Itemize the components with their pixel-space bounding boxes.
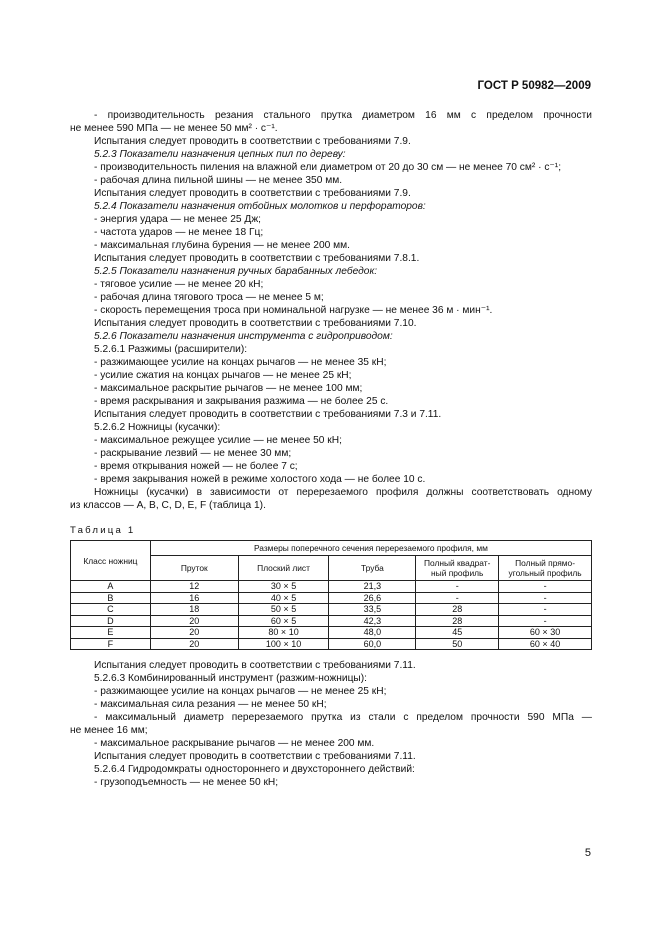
table-cell: - (499, 604, 592, 616)
paragraph-line: - раскрывание лезвий — не менее 30 мм; (94, 448, 292, 459)
paragraph-line: - максимальный диаметр перерезаемого прутка из стали с пределом прочности 590 МПа — (94, 712, 592, 723)
text-blocks (70, 109, 592, 512)
paragraph-line: - максимальная сила резания — не менее 50 кН; (94, 699, 327, 710)
table-cell: 50 (416, 638, 499, 650)
paragraph-line: Ножницы (кусачки) в зависимости от перерезаемого профиля должны соответствовать одному (94, 487, 592, 498)
table-cell: - (416, 592, 499, 604)
paragraph-line: - максимальная глубина бурения — не менее 200 мм. (94, 240, 350, 251)
table-cell: F (71, 638, 151, 650)
table-cell: 100 × 10 (238, 638, 329, 650)
paragraph-line: 5.2.5 Показатели назначения ручных барабанных лебедок: (94, 266, 378, 277)
paragraph-line: не менее 16 мм; (70, 725, 148, 736)
table-cell: D (71, 615, 151, 627)
paragraph-line: - время открывания ножей — не более 7 с; (94, 461, 298, 472)
paragraph-line: 5.2.4 Показатели назначения отбойных молотков и перфораторов: (94, 201, 426, 212)
paragraph-line: - частота ударов — не менее 18 Гц; (94, 227, 264, 238)
paragraph-line: - максимальное раскрытие рычагов — не менее 100 мм; (94, 383, 363, 394)
table-cell: A (71, 581, 151, 593)
table-cell: 21,3 (329, 581, 416, 593)
paragraph-line: - время раскрывания и закрывания разжима — не более 25 с. (94, 396, 389, 407)
text-blocks-after-table (70, 659, 592, 789)
table-column-header: Труба (329, 556, 416, 581)
paragraph-line: - максимальное режущее усилие — не менее 50 кН; (94, 435, 342, 446)
paragraph-line: 5.2.6 Показатели назначения инструмента с гидроприводом: (94, 331, 393, 342)
paragraph-line: - производительность резания стального прутка диаметром 16 мм с пределом прочности (94, 110, 592, 121)
table-row (71, 604, 592, 616)
table-cell: 40 × 5 (238, 592, 329, 604)
table-column-header: Пруток (150, 556, 238, 581)
paragraph-line: - энергия удара — не менее 25 Дж; (94, 214, 261, 225)
table-cell: 60 × 5 (238, 615, 329, 627)
table-cell: 12 (150, 581, 238, 593)
paragraph-line: Испытания следует проводить в соответствии с требованиями 7.11. (94, 660, 416, 671)
table-body (71, 581, 592, 650)
paragraph-line: Испытания следует проводить в соответствии с требованиями 7.9. (94, 136, 411, 147)
table-row (71, 638, 592, 650)
table-cell: 30 × 5 (238, 581, 329, 593)
paragraph-line: 5.2.6.2 Ножницы (кусачки): (94, 422, 221, 433)
table-row (71, 615, 592, 627)
paragraph-line: из классов — A, B, C, D, E, F (таблица 1). (70, 500, 266, 511)
paragraph-line: 5.2.3 Показатели назначения цепных пил по дереву: (94, 149, 346, 160)
table-cell: B (71, 592, 151, 604)
table-cell: - (499, 581, 592, 593)
cutter-class-table (70, 540, 592, 650)
table-cell: 33,5 (329, 604, 416, 616)
table-caption: Таблица 1 (70, 525, 136, 536)
table-cell: C (71, 604, 151, 616)
table-header-class: Класс ножниц (71, 541, 151, 581)
paragraph-line: - рабочая длина тягового троса — не менее 5 м; (94, 292, 324, 303)
paragraph-line: Испытания следует проводить в соответствии с требованиями 7.10. (94, 318, 417, 329)
table-cell: 20 (150, 638, 238, 650)
paragraph-line: - грузоподъемность — не менее 50 кН; (94, 777, 279, 788)
table-cell: 80 × 10 (238, 627, 329, 639)
table-column-header: Плоский лист (238, 556, 329, 581)
paragraph-line: - разжимающее усилие на концах рычагов — не менее 25 кН; (94, 686, 387, 697)
table-cell: 28 (416, 604, 499, 616)
table-row (71, 592, 592, 604)
paragraph-line: - скорость перемещения троса при номинальной нагрузке — не менее 36 м · мин⁻¹. (94, 305, 493, 316)
paragraph-line: - рабочая длина пильной шины — не менее 350 мм. (94, 175, 343, 186)
paragraph-line: - производительность пиления на влажной ели диаметром от 20 до 30 см — не менее 70 см² · с⁻¹; (94, 162, 562, 173)
table-row (71, 581, 592, 593)
table-cell: - (499, 592, 592, 604)
table-cell: E (71, 627, 151, 639)
table-cell: 50 × 5 (238, 604, 329, 616)
table-cell: 42,3 (329, 615, 416, 627)
table-cell: 60 × 40 (499, 638, 592, 650)
paragraph-line: - время закрывания ножей в режиме холостого хода — не более 10 с. (94, 474, 426, 485)
table-column-header: Полный квадрат- ный профиль (416, 556, 499, 581)
paragraph-line: - разжимающее усилие на концах рычагов — не менее 35 кН; (94, 357, 387, 368)
table-cell: 20 (150, 615, 238, 627)
table-cell: 28 (416, 615, 499, 627)
paragraph-line: - тяговое усилие — не менее 20 кН; (94, 279, 264, 290)
paragraph-line: - усилие сжатия на концах рычагов — не менее 25 кН; (94, 370, 352, 381)
table-cell: - (499, 615, 592, 627)
paragraph-line: 5.2.6.4 Гидродомкраты одностороннего и двухстороннего действий: (94, 764, 415, 775)
paragraph-line: Испытания следует проводить в соответствии с требованиями 7.8.1. (94, 253, 420, 264)
table-cell: 48,0 (329, 627, 416, 639)
table-header-group: Размеры поперечного сечения перерезаемого профиля, мм (150, 541, 591, 556)
table-cell: 60,0 (329, 638, 416, 650)
paragraph-line: 5.2.6.1 Разжимы (расширители): (94, 344, 248, 355)
paragraph-line: Испытания следует проводить в соответствии с требованиями 7.11. (94, 751, 416, 762)
table-cell: 60 × 30 (499, 627, 592, 639)
page-content (70, 109, 592, 789)
table-cell: 26,6 (329, 592, 416, 604)
paragraph-line: - максимальное раскрывание рычагов — не менее 200 мм. (94, 738, 375, 749)
document-code: ГОСТ Р 50982—2009 (477, 80, 591, 92)
table-cell: 16 (150, 592, 238, 604)
paragraph-line: Испытания следует проводить в соответствии с требованиями 7.3 и 7.11. (94, 409, 442, 420)
paragraph-line: Испытания следует проводить в соответствии с требованиями 7.9. (94, 188, 411, 199)
table-cell: 18 (150, 604, 238, 616)
table-row (71, 627, 592, 639)
page-number: 5 (584, 847, 591, 859)
table-cell: 45 (416, 627, 499, 639)
paragraph-line: 5.2.6.3 Комбинированный инструмент (разжим-ножницы): (94, 673, 367, 684)
table-cell: 20 (150, 627, 238, 639)
table-column-header: Полный прямо- угольный профиль (499, 556, 592, 581)
table-cell: - (416, 581, 499, 593)
paragraph-line: не менее 590 МПа — не менее 50 мм² · с⁻¹. (70, 123, 278, 134)
